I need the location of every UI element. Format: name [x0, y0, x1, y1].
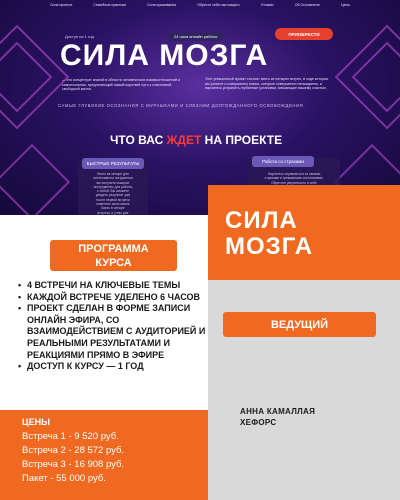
price-item: Пакет - 55 000 руб.	[22, 473, 106, 484]
price-item: Встреча 3 - 16 908 руб.	[22, 459, 125, 470]
line: встречи, и у вас уже	[97, 210, 129, 215]
panel-left-text	[80, 172, 146, 215]
host-name-line2: ХЕФОРС	[240, 418, 277, 427]
program-button[interactable]	[50, 240, 177, 271]
top-nav	[50, 3, 350, 7]
price-list	[22, 430, 124, 486]
host-button[interactable]: ВЕДУЩИЙ	[223, 312, 376, 337]
nav-item[interactable]: Об Основателе	[294, 3, 320, 7]
access-note: Доступ на 1 год	[65, 34, 94, 39]
question-pre: ЧТО ВАС	[110, 133, 167, 147]
host-name-line1: АННА КАМАЛЛАЯ	[240, 407, 316, 416]
hero-desc-left: — это концентрат знаний в области человеческих взаимоотношений и самопознания, предлагающий самый короткий путь к счастливой, свободной жизни.	[62, 78, 180, 92]
host-name	[240, 406, 315, 428]
line: Взять в четыре	[101, 206, 125, 211]
section-question-title	[110, 133, 282, 147]
buy-button[interactable]: ПРИОБРЕСТИ	[275, 28, 333, 40]
line: интенсивного погружения	[93, 176, 133, 181]
question-highlight: ЖДЕТ	[166, 133, 202, 147]
feature-list	[18, 280, 208, 373]
line: Всего за четыре дня	[97, 172, 129, 176]
nav-item[interactable]: Цены	[341, 3, 350, 7]
decor-hex-bottom-left	[0, 144, 70, 215]
program-button-line1: ПРОГРАММА	[78, 243, 149, 255]
line: страхами и тревожными состояниями.	[264, 176, 324, 181]
brand-title-line1: СИЛА	[225, 207, 298, 234]
line: после первой встречи	[96, 197, 130, 202]
line: вы получите мощные	[96, 180, 130, 185]
brand-title	[225, 208, 313, 260]
line: инструменты для работы	[93, 184, 133, 189]
nav-item[interactable]: Семейные практики	[93, 3, 126, 7]
hero-desc-right: Этот уникальный проект состоит всего из четырех встреч, в ходе которых вы узнаете о совершенно новых, которые совершенно неожиданно, и научитесь устранить глубинные установки, мешающие вашему счастью.	[205, 77, 329, 91]
pill-fast-results[interactable]: БЫСТРЫЕ РЕЗУЛЬТАТЫ	[82, 158, 144, 169]
nav-item[interactable]: Отзывы	[260, 3, 274, 7]
list-item: • ПРОЕКТ СДЕЛАН В ФОРМЕ ЗАПИСИ ОНЛАЙН ЭФИРА, СО ВЗАИМОДЕЙСТВИЕМ С АУДИТОРИЕЙ И РЕАЛЬНЫМИ РЕЗУЛЬТАТАМИ И РЕАКЦИЯМИ ПРЯМО В ЭФИРЕ	[18, 303, 208, 361]
question-post: НА ПРОЕКТЕ	[201, 133, 283, 147]
price-item: Встреча 2 - 28 572 руб.	[22, 445, 125, 456]
price-item: Встреча 1 - 9 520 руб.	[22, 431, 119, 442]
hero-title: СИЛА МОЗГА	[60, 39, 269, 72]
brand-title-line2: МОЗГА	[225, 233, 314, 260]
hero-screenshot	[0, 0, 400, 215]
list-item: • ДОСТУП К КУРСУ — 1 ГОД	[18, 361, 208, 373]
prices-heading: ЦЕНЫ	[22, 417, 50, 427]
pill-fears[interactable]: Работа со страхами	[252, 156, 314, 167]
nav-item[interactable]: Сила проекта	[50, 3, 73, 7]
list-item: • КАЖДОЙ ВСТРЕЧЕ УДЕЛЕНО 6 ЧАСОВ	[18, 292, 208, 304]
nav-item[interactable]: Обрести себя настоящего	[197, 3, 240, 7]
program-button-line2: КУРСА	[95, 257, 132, 269]
hero-tagline: САМЫЕ ГЛУБОКИЕ ОСОЗНАНИЯ С МУРАШКАМИ И СЛЕЗАМИ ДОЛГОЖДАННОГО ОСВОБОЖДЕНИЯ	[58, 103, 304, 108]
nav-item[interactable]: Сила проживания	[147, 3, 177, 7]
hours-badge: 24 часа онлайн работы	[168, 32, 223, 41]
list-item: • 4 ВСТРЕЧИ НА КЛЮЧЕВЫЕ ТЕМЫ	[18, 280, 208, 292]
line: с собой. Вы сможете	[97, 189, 129, 194]
line: Обретите уверенность в себе	[271, 180, 317, 185]
line: увидеть результат уже	[95, 193, 131, 198]
line: Научитесь справляться со своими	[267, 172, 321, 176]
line: изменить свою жизнь	[96, 202, 130, 207]
